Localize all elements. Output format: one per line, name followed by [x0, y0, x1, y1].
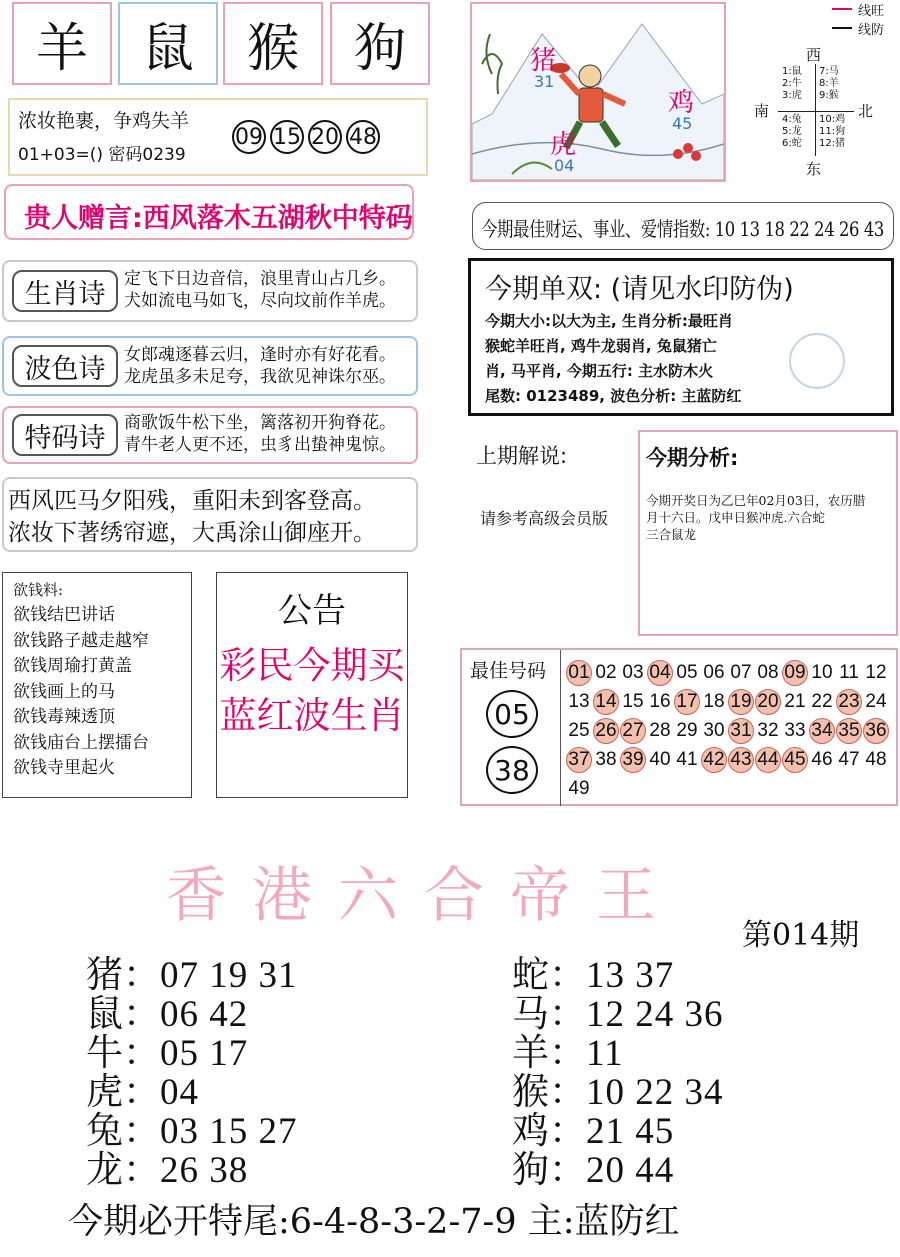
- poem-box-shengxiao: [2, 260, 418, 322]
- grid-number: 25: [568, 720, 590, 741]
- zodiac-row: 猴：10 22 34: [512, 1070, 724, 1113]
- zodiac-nums: 10 22 34: [586, 1072, 724, 1113]
- grid-number: 19: [728, 689, 754, 715]
- big-poem-line: 西风匹马夕阳残，重阳未到客登高。: [8, 488, 376, 514]
- zodiac-char: 羊: [35, 19, 88, 79]
- zodiac-char: 猴: [246, 19, 299, 79]
- zodiac-name: 羊: [512, 1031, 549, 1074]
- legend-black-line: [832, 27, 852, 29]
- zodiac-name: 狗: [512, 1148, 549, 1191]
- money-item: 欲钱庙台上摆擂台: [13, 732, 149, 753]
- best-index-text: 今期最佳财运、事业、爱情指数: 10 13 18 22 24 26 43: [481, 217, 884, 241]
- grid-number: 13: [568, 691, 590, 712]
- zodiac-name: 鸡: [512, 1109, 549, 1152]
- money-box: [2, 572, 192, 798]
- poem-tag: 波色诗: [12, 345, 118, 387]
- zodiac-cell-1: [12, 2, 112, 85]
- poem-line: 商歌饭牛松下坐，篱落初开狗脊花。: [124, 413, 396, 433]
- compass-quadrant: [782, 114, 802, 150]
- compass-entry: 7:马: [819, 66, 839, 77]
- zodiac-cell-2: [118, 2, 218, 85]
- big-poem-line: 浓妆下著绣帘遮，大禹涂山御座开。: [8, 520, 376, 546]
- zodiac-char: 鼠: [141, 19, 194, 79]
- best-index-box: [472, 202, 894, 250]
- guiren-banner: [4, 184, 414, 240]
- grid-number: 07: [730, 662, 752, 683]
- compass-quadrant: [819, 66, 839, 102]
- zodiac-name: 蛇: [512, 953, 549, 996]
- compass-entry: 9:猴: [819, 90, 839, 101]
- zodiac-name: 马: [512, 992, 549, 1035]
- zodiac-row: 鼠：06 42: [86, 992, 249, 1035]
- danshuang-line: 尾数: 0123489, 波色分析: 主蓝防红: [485, 387, 742, 405]
- best-numbers-divider: [560, 650, 561, 806]
- zodiac-nums: 26 38: [160, 1150, 249, 1191]
- compass-vline: [815, 64, 816, 156]
- grid-number: 44: [755, 747, 781, 773]
- grid-number: 22: [811, 691, 833, 712]
- grid-number: 43: [728, 747, 754, 773]
- big-poem: [8, 485, 376, 549]
- notice-line: 蓝红波生肖: [219, 694, 405, 737]
- intro-line-1: 浓妆艳裹，争鸡失羊: [18, 110, 190, 132]
- grid-number: 21: [784, 691, 806, 712]
- compass-entry: 3:虎: [782, 90, 802, 101]
- danshuang-box: [468, 258, 894, 416]
- money-list: [13, 603, 149, 782]
- money-item: 欲钱毒辣透顶: [13, 707, 115, 727]
- zodiac-row: 马：12 24 36: [512, 992, 724, 1035]
- zodiac-cell-3: [223, 2, 323, 85]
- grid-number: 30: [703, 720, 725, 741]
- zodiac-name: 鼠: [86, 992, 123, 1035]
- zodiac-name: 牛: [86, 1031, 123, 1074]
- analysis-box: [638, 430, 898, 636]
- poem-box-bose: [2, 336, 418, 396]
- footer-text: 今期必开特尾:6-4-8-3-2-7-9 主:蓝防红: [68, 1202, 680, 1242]
- analysis-line: 三合鼠龙: [646, 527, 697, 542]
- grid-number: 33: [784, 720, 806, 741]
- zodiac-nums: 21 45: [586, 1111, 675, 1152]
- poem-tag: 特码诗: [12, 414, 118, 456]
- grid-number: 28: [649, 720, 671, 741]
- notice-box: [216, 572, 408, 798]
- intro-balls: [232, 120, 384, 154]
- zodiac-nums: 05 17: [160, 1033, 249, 1074]
- compass-entry: 8:羊: [819, 78, 839, 89]
- poem-lines: [124, 412, 396, 456]
- zodiac-nums: 07 19 31: [160, 955, 298, 996]
- grid-number: 06: [703, 662, 725, 683]
- poem-box-tema: [2, 406, 418, 464]
- grid-number: 37: [566, 747, 592, 773]
- analysis-title: 今期分析:: [646, 446, 739, 470]
- legend-label: 线旺: [858, 4, 885, 19]
- compass-entry: 1:鼠: [782, 66, 802, 77]
- grid-number: 04: [647, 660, 673, 686]
- notice-title: 公告: [278, 591, 346, 631]
- number-ball: 48: [346, 120, 380, 154]
- grid-number: 41: [676, 749, 698, 770]
- compass: [732, 0, 900, 190]
- pic-label-name: 虎: [550, 130, 577, 160]
- compass-north: 北: [858, 102, 874, 120]
- zodiac-row: 龙：26 38: [86, 1148, 249, 1191]
- grid-number: 02: [595, 662, 617, 683]
- grid-number: 42: [701, 747, 727, 773]
- number-ball: 09: [232, 120, 266, 154]
- compass-entry: 2:牛: [782, 78, 802, 89]
- analysis-text: [646, 492, 865, 543]
- zodiac-nums: 06 42: [160, 994, 249, 1035]
- zodiac-row: 牛：05 17: [86, 1031, 249, 1074]
- grid-number: 38: [595, 749, 617, 770]
- zodiac-row: 狗：20 44: [512, 1148, 675, 1191]
- poem-line: 龙虎虽多未足夸，我欲见神诛尔巫。: [124, 367, 396, 387]
- grid-number: 05: [676, 662, 698, 683]
- compass-entry: 5:龙: [782, 126, 802, 137]
- best-numbers-title: 最佳号码: [470, 660, 547, 682]
- grid-number: 14: [593, 689, 619, 715]
- number-ball: 15: [270, 120, 304, 154]
- notice-line: 彩民今期买: [219, 644, 405, 687]
- brand-title: 香港六合帝王: [166, 861, 682, 931]
- zodiac-nums: 20 44: [586, 1150, 675, 1191]
- pic-label-name: 猪: [530, 46, 557, 76]
- zodiac-row: 蛇：13 37: [512, 953, 675, 996]
- money-item: 欲钱寺里起火: [13, 758, 115, 778]
- number-grid: [562, 650, 898, 806]
- grid-number: 26: [593, 718, 619, 744]
- intro-box: [8, 98, 428, 176]
- legend-red-line: [832, 8, 852, 10]
- grid-number: 09: [782, 660, 808, 686]
- grid-number: 12: [865, 662, 887, 683]
- zodiac-cell-4: [330, 2, 430, 85]
- last-period-text: 请参考高级会员版: [480, 509, 609, 528]
- zodiac-nums: 04: [160, 1072, 199, 1113]
- guiren-text: 贵人赠言:西风落木五湖秋中特码: [24, 203, 413, 234]
- grid-number: 01: [566, 660, 592, 686]
- last-period-title: 上期解说:: [476, 444, 568, 468]
- grid-number: 29: [676, 720, 698, 741]
- zodiac-row: 鸡：21 45: [512, 1109, 675, 1152]
- zodiac-name: 猴: [512, 1070, 549, 1113]
- grid-number: 08: [757, 662, 779, 683]
- poem-tag: 生肖诗: [12, 270, 118, 312]
- grid-number: 24: [865, 691, 887, 712]
- grid-number: 45: [782, 747, 808, 773]
- zodiac-row: 虎：04: [86, 1070, 199, 1113]
- poem-line: 犬如流电马如飞，尽向坟前作羊虎。: [124, 291, 396, 311]
- zodiac-nums: 12 24 36: [586, 994, 724, 1035]
- grid-number: 36: [863, 718, 889, 744]
- zodiac-row: 猪：07 19 31: [86, 953, 298, 996]
- grid-number: 32: [757, 720, 779, 741]
- grid-number: 31: [728, 718, 754, 744]
- zodiac-name: 兔: [86, 1109, 123, 1152]
- money-item: 欲钱周瑜打黄盖: [13, 656, 132, 676]
- legend-label: 线防: [858, 23, 885, 38]
- grid-number: 17: [674, 689, 700, 715]
- compass-east: 东: [806, 160, 822, 178]
- zodiac-name: 虎: [86, 1070, 123, 1113]
- compass-quadrant: [782, 66, 802, 102]
- compass-entry: 10:鸡: [819, 114, 846, 125]
- compass-west: 西: [806, 46, 822, 64]
- grid-number: 35: [836, 718, 862, 744]
- analysis-line: 今期开奖日为乙巳年02月03日，农历腊: [646, 493, 866, 508]
- money-item: 欲钱结巴讲话: [13, 605, 115, 625]
- poem-line: 青牛老人更不还，虫豸出蛰神鬼惊。: [124, 435, 396, 455]
- danshuang-line: 猴蛇羊旺肖, 鸡牛龙弱肖, 兔鼠猪亡: [485, 337, 717, 355]
- grid-number: 15: [622, 691, 644, 712]
- zodiac-row: 兔：03 15 27: [86, 1109, 298, 1152]
- grid-number: 34: [809, 718, 835, 744]
- notice-lines: [217, 641, 407, 741]
- zodiac-name: 猪: [86, 953, 123, 996]
- danshuang-title: 今期单双: (请见水印防伪): [485, 274, 794, 305]
- pic-label-name: 鸡: [668, 88, 695, 118]
- number-ball: 20: [308, 120, 342, 154]
- money-item: 欲钱画上的马: [13, 681, 115, 702]
- zodiac-row: 羊：11: [512, 1031, 624, 1074]
- grid-number: 49: [568, 778, 590, 799]
- compass-quadrant: [819, 114, 845, 150]
- compass-south: 南: [754, 102, 770, 120]
- grid-number: 11: [839, 662, 859, 683]
- poem-lines: [124, 268, 396, 312]
- issue-number: 第014期: [742, 918, 860, 953]
- grid-number: 20: [755, 689, 781, 715]
- grid-number: 40: [649, 749, 671, 770]
- pic-label-num: 04: [554, 156, 575, 175]
- analysis-line: 月十六日。戊申日猴冲虎.六合蛇: [646, 510, 825, 525]
- grid-number: 47: [838, 749, 860, 770]
- danshuang-line: 今期大小:以大为主, 生肖分析:最旺肖: [485, 312, 733, 330]
- money-title: 欲钱料:: [13, 581, 64, 599]
- compass-entry: 4:兔: [782, 114, 802, 125]
- big-poem-box: [2, 477, 418, 552]
- zodiac-nums: 11: [586, 1033, 624, 1074]
- grid-number: 18: [703, 691, 725, 712]
- danshuang-line: 肖, 马平肖, 今期五行: 主水防木火: [485, 362, 714, 380]
- compass-hline: [778, 111, 854, 112]
- grid-number: 48: [865, 749, 887, 770]
- poem-line: 女郎魂逐暮云归，逢时亦有好花看。: [124, 345, 396, 365]
- poem-line: 定飞下日边音信，浪里青山占几乡。: [124, 269, 396, 289]
- pic-label-num: 45: [672, 114, 693, 133]
- zodiac-nums: 13 37: [586, 955, 675, 996]
- grid-number: 46: [811, 749, 833, 770]
- grid-number: 16: [649, 691, 671, 712]
- intro-line-2: 01+03=() 密码0239: [18, 145, 186, 165]
- grid-number: 23: [836, 689, 862, 715]
- zodiac-nums: 03 15 27: [160, 1111, 298, 1152]
- grid-number: 03: [622, 662, 644, 683]
- grid-number: 39: [620, 747, 646, 773]
- best-numbers-box: [460, 648, 898, 806]
- watermark-seal: [789, 333, 845, 389]
- danshuang-lines: [485, 309, 741, 409]
- best-pick-ball: 05: [486, 690, 538, 738]
- money-item: 欲钱路子越走越窄: [13, 630, 149, 651]
- pic-label-num: 31: [534, 72, 555, 91]
- compass-entry: 6:蛇: [782, 138, 802, 149]
- illustration-box: [470, 2, 726, 182]
- zodiac-char: 狗: [353, 19, 406, 79]
- zodiac-name: 龙: [86, 1148, 123, 1191]
- grid-number: 10: [811, 662, 833, 683]
- best-pick-ball: 38: [486, 746, 538, 794]
- grid-number: 27: [620, 718, 646, 744]
- poem-lines: [124, 344, 396, 388]
- compass-entry: 12:猪: [819, 138, 846, 149]
- compass-entry: 11:狗: [819, 126, 846, 137]
